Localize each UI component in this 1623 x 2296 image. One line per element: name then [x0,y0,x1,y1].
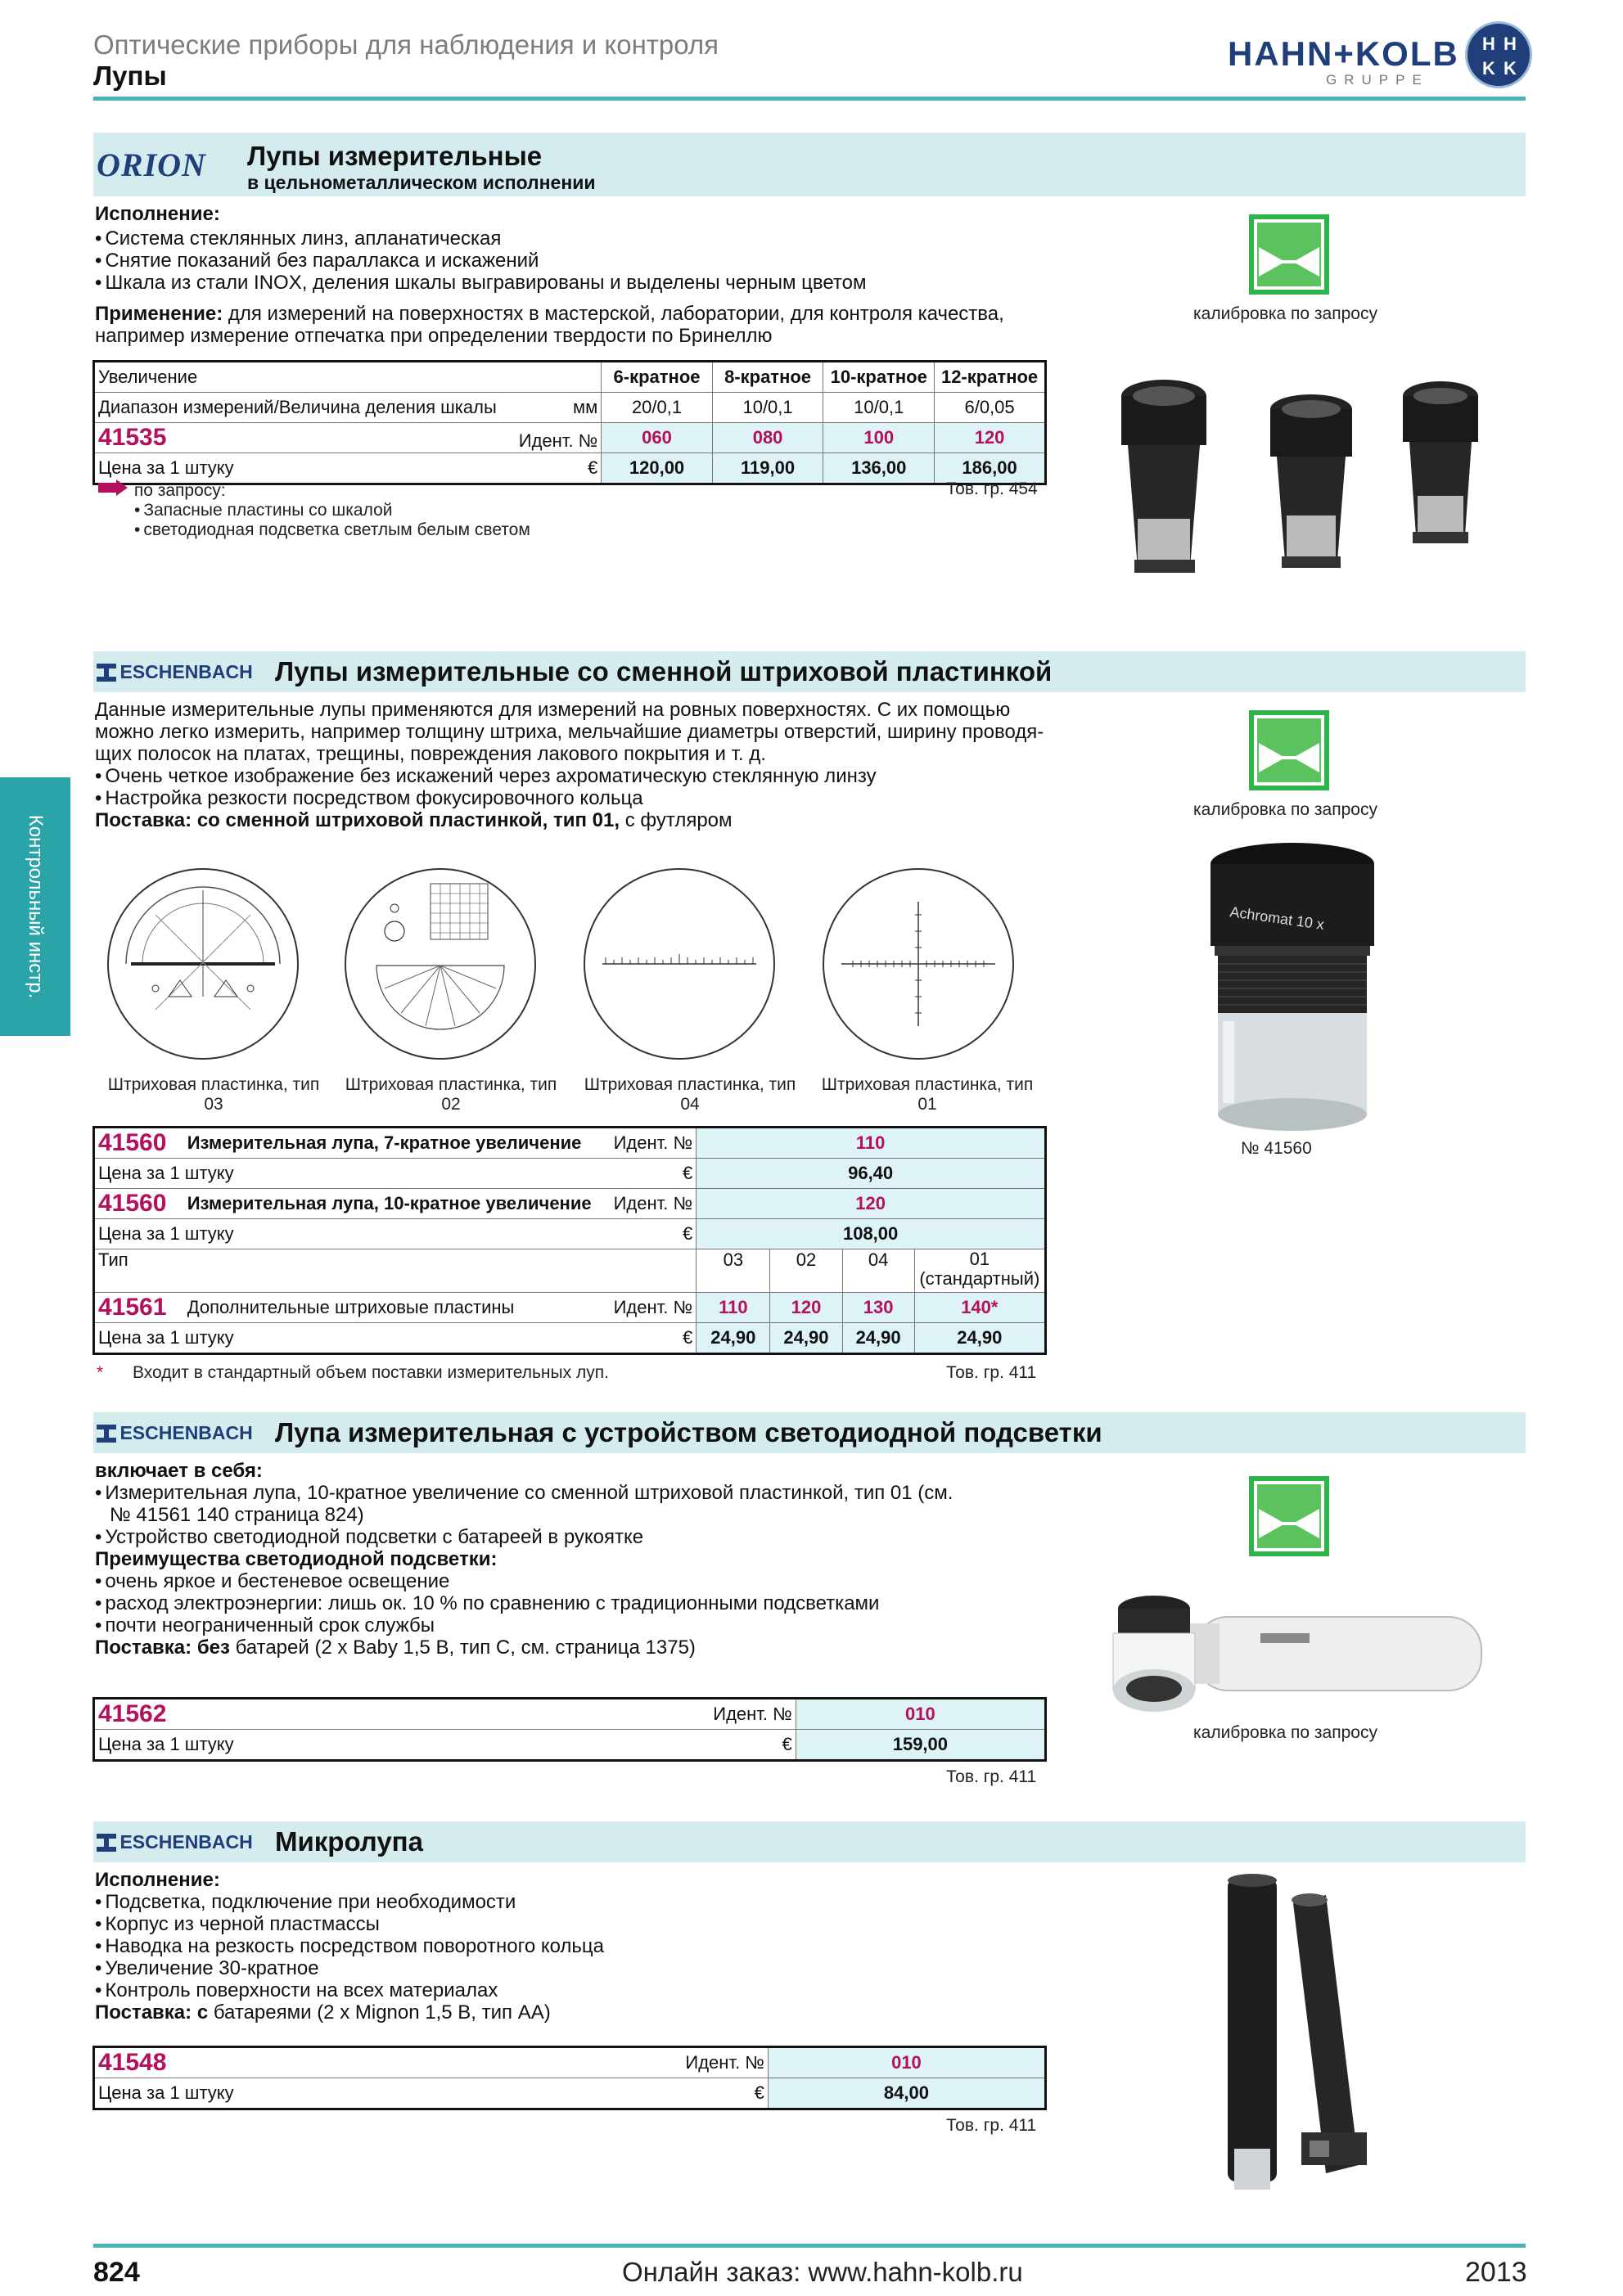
ident-cell[interactable]: 110 [697,1128,1046,1159]
list-item: • расход электроэнергии: лишь ок. 10 % по сравнению с традиционными подсветками [95,1592,953,1614]
section-3-header [93,1412,1526,1453]
loupes-image [1105,371,1531,592]
article-number: 41560 [98,1129,167,1156]
footer-rule [93,2244,1526,2248]
article-number: 41561 [98,1294,167,1321]
price-table-41548 [92,2046,1047,2110]
plate-caption: Штриховая пластинка, тип 04 [584,1075,796,1114]
price-cell: 186,00 [935,453,1046,484]
calibration-label: калибровка по запросу [1193,1723,1377,1742]
ident-cell[interactable]: 140* [914,1293,1045,1323]
list-item: • светодиодная подсветка светлым белым светом [97,520,530,540]
ident-cell[interactable]: 100 [823,423,935,453]
table-cell: Диапазон измерений/Величина деления шкалы мм [94,393,602,423]
table-cell: 04 [842,1249,914,1293]
price-cell: 108,00 [697,1219,1046,1249]
article-number: 41560 [98,1190,167,1217]
svg-text:Achromat 10 x: Achromat 10 x [1229,903,1326,934]
feature-list [95,227,867,294]
article-cell [94,1293,184,1323]
list-item: • почти неограниченный срок службы [95,1614,953,1636]
table-cell: 01 (стандартный) [914,1249,1045,1293]
eschenbach-logo: ESCHENBACH [97,1422,253,1447]
ident-cell[interactable]: 080 [712,423,823,453]
list-item: • Настройка резкости посредством фокусировочного кольца [95,787,1044,809]
list-item: • Подсветка, подключение при необходимости [95,1891,604,1913]
tov-gr-label: Тов. гр. 411 [946,2116,1037,2135]
price-cell: 120,00 [602,453,713,484]
ident-cell[interactable]: 010 [796,1699,1045,1730]
price-cell: 136,00 [823,453,935,484]
side-tab[interactable] [0,777,70,1036]
list-item: • Увеличение 30-кратное [95,1957,604,1979]
section-4-header [93,1821,1526,1862]
ident-cell[interactable]: 120 [935,423,1046,453]
achromat-loupe-image [1190,841,1395,1134]
table-cell: 10/0,1 [712,393,823,423]
list-item: • Измерительная лупа, 10-кратное увеличение со сменной штриховой пластинкой, тип 01 (см. [95,1482,953,1504]
application-text: Применение: для измерений на поверхностях в мастерской, лаборатории, для контроля качества, например измерение отпечатка при определении твердости по Бринеллю [95,303,1004,347]
article-cell [94,1128,184,1159]
table-cell: 12-кратное [935,362,1046,393]
tov-gr-label: Тов. гр. 454 [946,479,1038,498]
brand-sub: GRUPPE [1326,72,1429,88]
order-url-link[interactable]: Онлайн заказ: www.hahn-kolb.ru [622,2257,1023,2287]
price-table-41562 [92,1697,1047,1762]
ident-cell[interactable]: 010 [768,2047,1045,2078]
loupe-graphic [1270,394,1352,568]
loupe-graphic [1121,380,1206,573]
ident-cell[interactable]: 120 [697,1189,1046,1219]
orion-logo: ORION [97,146,206,183]
brand-badge-icon: H H K K [1465,21,1532,88]
table-cell: 41562 Идент. № [94,1699,796,1730]
ident-cell[interactable]: 110 [697,1293,770,1323]
list-item: • Шкала из стали INOX, деления шкалы выгравированы и выделены черным цветом [95,272,867,294]
eschenbach-logo: ESCHENBACH [97,661,253,686]
loupe-graphic [1403,381,1478,543]
reticle-plates [106,866,1039,1069]
table-cell: 41548 Идент. № [94,2047,769,2078]
section-2-description: Данные измерительные лупы применяются для измерений на ровных поверхностях. С их помощью можно легко измерить, например толщину штриха, мельчайшие диаметры отверстий, ширину проводя- щих полосок на платах, трещины, повреждения лакового покрытия и т. д. • Очень четкое изображение без искажений через ахроматическую стеклянную линзу • Настройка резкости посредством фокусировочного кольца Поставка: со сменной штриховой пластинкой, тип 01, с футляром [95,699,1044,831]
price-table-41560 [92,1126,1047,1355]
list-item: • Запасные пластины со шкалой [97,501,530,520]
table-cell: Цена за 1 штуку € [94,1219,697,1249]
list-item: • Корпус из черной пластмассы [95,1913,604,1935]
table-cell: 10-кратное [823,362,935,393]
reticle-plate-02 [345,869,535,1059]
section-1-header [93,133,1526,196]
reticle-plate-03 [108,869,298,1059]
table-cell: Цена за 1 штуку € [94,453,602,484]
table-cell: 6/0,05 [935,393,1046,423]
led-loupe-image [1097,1592,1490,1715]
microloupe-image [1203,1871,1416,2198]
eschenbach-logo: ESCHENBACH [97,1831,253,1856]
table-cell: 10/0,1 [823,393,935,423]
table-cell: Измерительная лупа, 7-кратное увеличение [184,1128,611,1159]
table-cell: Увеличение [94,362,602,393]
list-item: • очень яркое и бестеневое освещение [95,1570,953,1592]
list-item: • Очень четкое изображение без искажений через ахроматическую стеклянную линзу [95,765,1044,787]
side-tab-label: Контрольный инстр. [25,814,47,999]
execution-label: Исполнение: [95,203,220,225]
article-number: 41548 [98,2049,167,2076]
section-3-title: Лупа измерительная с устройством светодиодной подсветки [275,1417,1102,1447]
table-cell: 20/0,1 [602,393,713,423]
calibration-icon [1249,710,1329,790]
list-item: • Система стеклянных линз, апланатическая [95,227,867,250]
arrow-right-icon [97,479,129,496]
hahn-kolb-logo [1228,21,1531,95]
tov-gr-label: Тов. гр. 411 [946,1363,1037,1382]
section-2-title: Лупы измерительные со сменной штриховой пластинкой [275,656,1053,687]
table-cell: Цена за 1 штуку € [94,1159,697,1189]
table-cell: Цена за 1 штуку € [94,1730,796,1761]
price-cell: 24,90 [914,1323,1045,1354]
plate-caption: Штриховая пластинка, тип 03 [107,1075,320,1114]
price-cell: 24,90 [770,1323,842,1354]
brand-name: HAHN+KOLB [1228,34,1459,73]
section-1-subtitle: в цельнометаллическом исполнении [247,172,596,193]
reticle-plate-04 [584,869,774,1059]
price-table-41535 [92,360,1047,485]
list-item: • Снятие показаний без параллакса и искажений [95,250,867,272]
table-cell: 02 [770,1249,842,1293]
footnote: * Входит в стандартный объем поставки измерительных луп. [97,1363,609,1382]
header-category: Оптические приборы для наблюдения и контроля [93,29,719,60]
calibration-icon [1249,214,1329,295]
price-cell: 119,00 [712,453,823,484]
calibration-label: калибровка по запросу [1193,304,1377,323]
image-caption: № 41560 [1241,1139,1312,1158]
page-number: 824 [93,2257,140,2288]
table-cell: Идент. № [611,1293,697,1323]
list-item: • Наводка на резкость посредством поворотного кольца [95,1935,604,1957]
calibration-label: калибровка по запросу [1193,800,1377,819]
price-cell: 24,90 [697,1323,770,1354]
footer-year: 2013 [1465,2257,1527,2288]
article-number: 41562 [98,1700,167,1727]
plate-caption: Штриховая пластинка, тип 01 [821,1075,1034,1114]
ident-cell[interactable]: 130 [842,1293,914,1323]
price-cell: 84,00 [768,2078,1045,2109]
list-item: • Устройство светодиодной подсветки с батареей в рукоятке [95,1526,953,1548]
calibration-icon [1249,1476,1329,1556]
table-cell: Цена за 1 штуку € [94,2078,769,2109]
price-cell: 96,40 [697,1159,1046,1189]
table-cell: 8-кратное [712,362,823,393]
price-cell: 159,00 [796,1730,1045,1761]
plate-caption: Штриховая пластинка, тип 02 [345,1075,557,1114]
section-4-title: Микролупа [275,1826,423,1857]
article-number: 41535 [98,424,167,451]
on-request-block: по запросу: • Запасные пластины со шкалой • светодиодная подсветка светлым белым светом [97,479,530,540]
list-item: • Контроль поверхности на всех материалах [95,1979,604,2001]
section-4-description: Исполнение: • Подсветка, подключение при необходимости • Корпус из черной пластмассы • Наводка на резкость посредством поворотного кольца • Увеличение 30-кратное • Контроль поверхности на всех материалах Поставка: с батареями (2 x Mignon 1,5 В, тип AA) [95,1869,604,2024]
section-3-description: включает в себя: • Измерительная лупа, 10-кратное увеличение со сменной штриховой пластинкой, тип 01 (см. № 41561 140 страница 824) • Устройство светодиодной подсветки с батареей в рукоятке Преимущества светодиодной подсветки: • очень яркое и бестеневое освещение • расход электроэнергии: лишь ок. 10 % по сравнению с традиционными подсветками • почти неограниченный срок службы Поставка: без батарей (2 x Baby 1,5 В, тип C, см. страница 1375) [95,1460,953,1659]
table-cell: Измерительная лупа, 10-кратное увеличение [184,1189,611,1219]
ident-cell[interactable]: 120 [770,1293,842,1323]
table-cell: 03 [697,1249,770,1293]
tov-gr-label: Тов. гр. 411 [946,1767,1037,1786]
reticle-plate-01 [823,869,1013,1059]
section-2-header [93,651,1526,692]
table-cell: Идент. № [611,1128,697,1159]
page-title: Лупы [93,61,167,91]
ident-cell[interactable]: 060 [602,423,713,453]
table-cell: Цена за 1 штуку € [94,1323,697,1354]
table-cell: 41535 Идент. № [94,423,602,453]
section-1-title: Лупы измерительные [247,141,543,171]
table-cell: Тип [94,1249,697,1293]
table-cell: Дополнительные штриховые пластины [184,1293,611,1323]
article-cell [94,1189,184,1219]
table-cell: 6-кратное [602,362,713,393]
header-rule [93,97,1526,101]
table-cell: Идент. № [611,1189,697,1219]
price-cell: 24,90 [842,1323,914,1354]
